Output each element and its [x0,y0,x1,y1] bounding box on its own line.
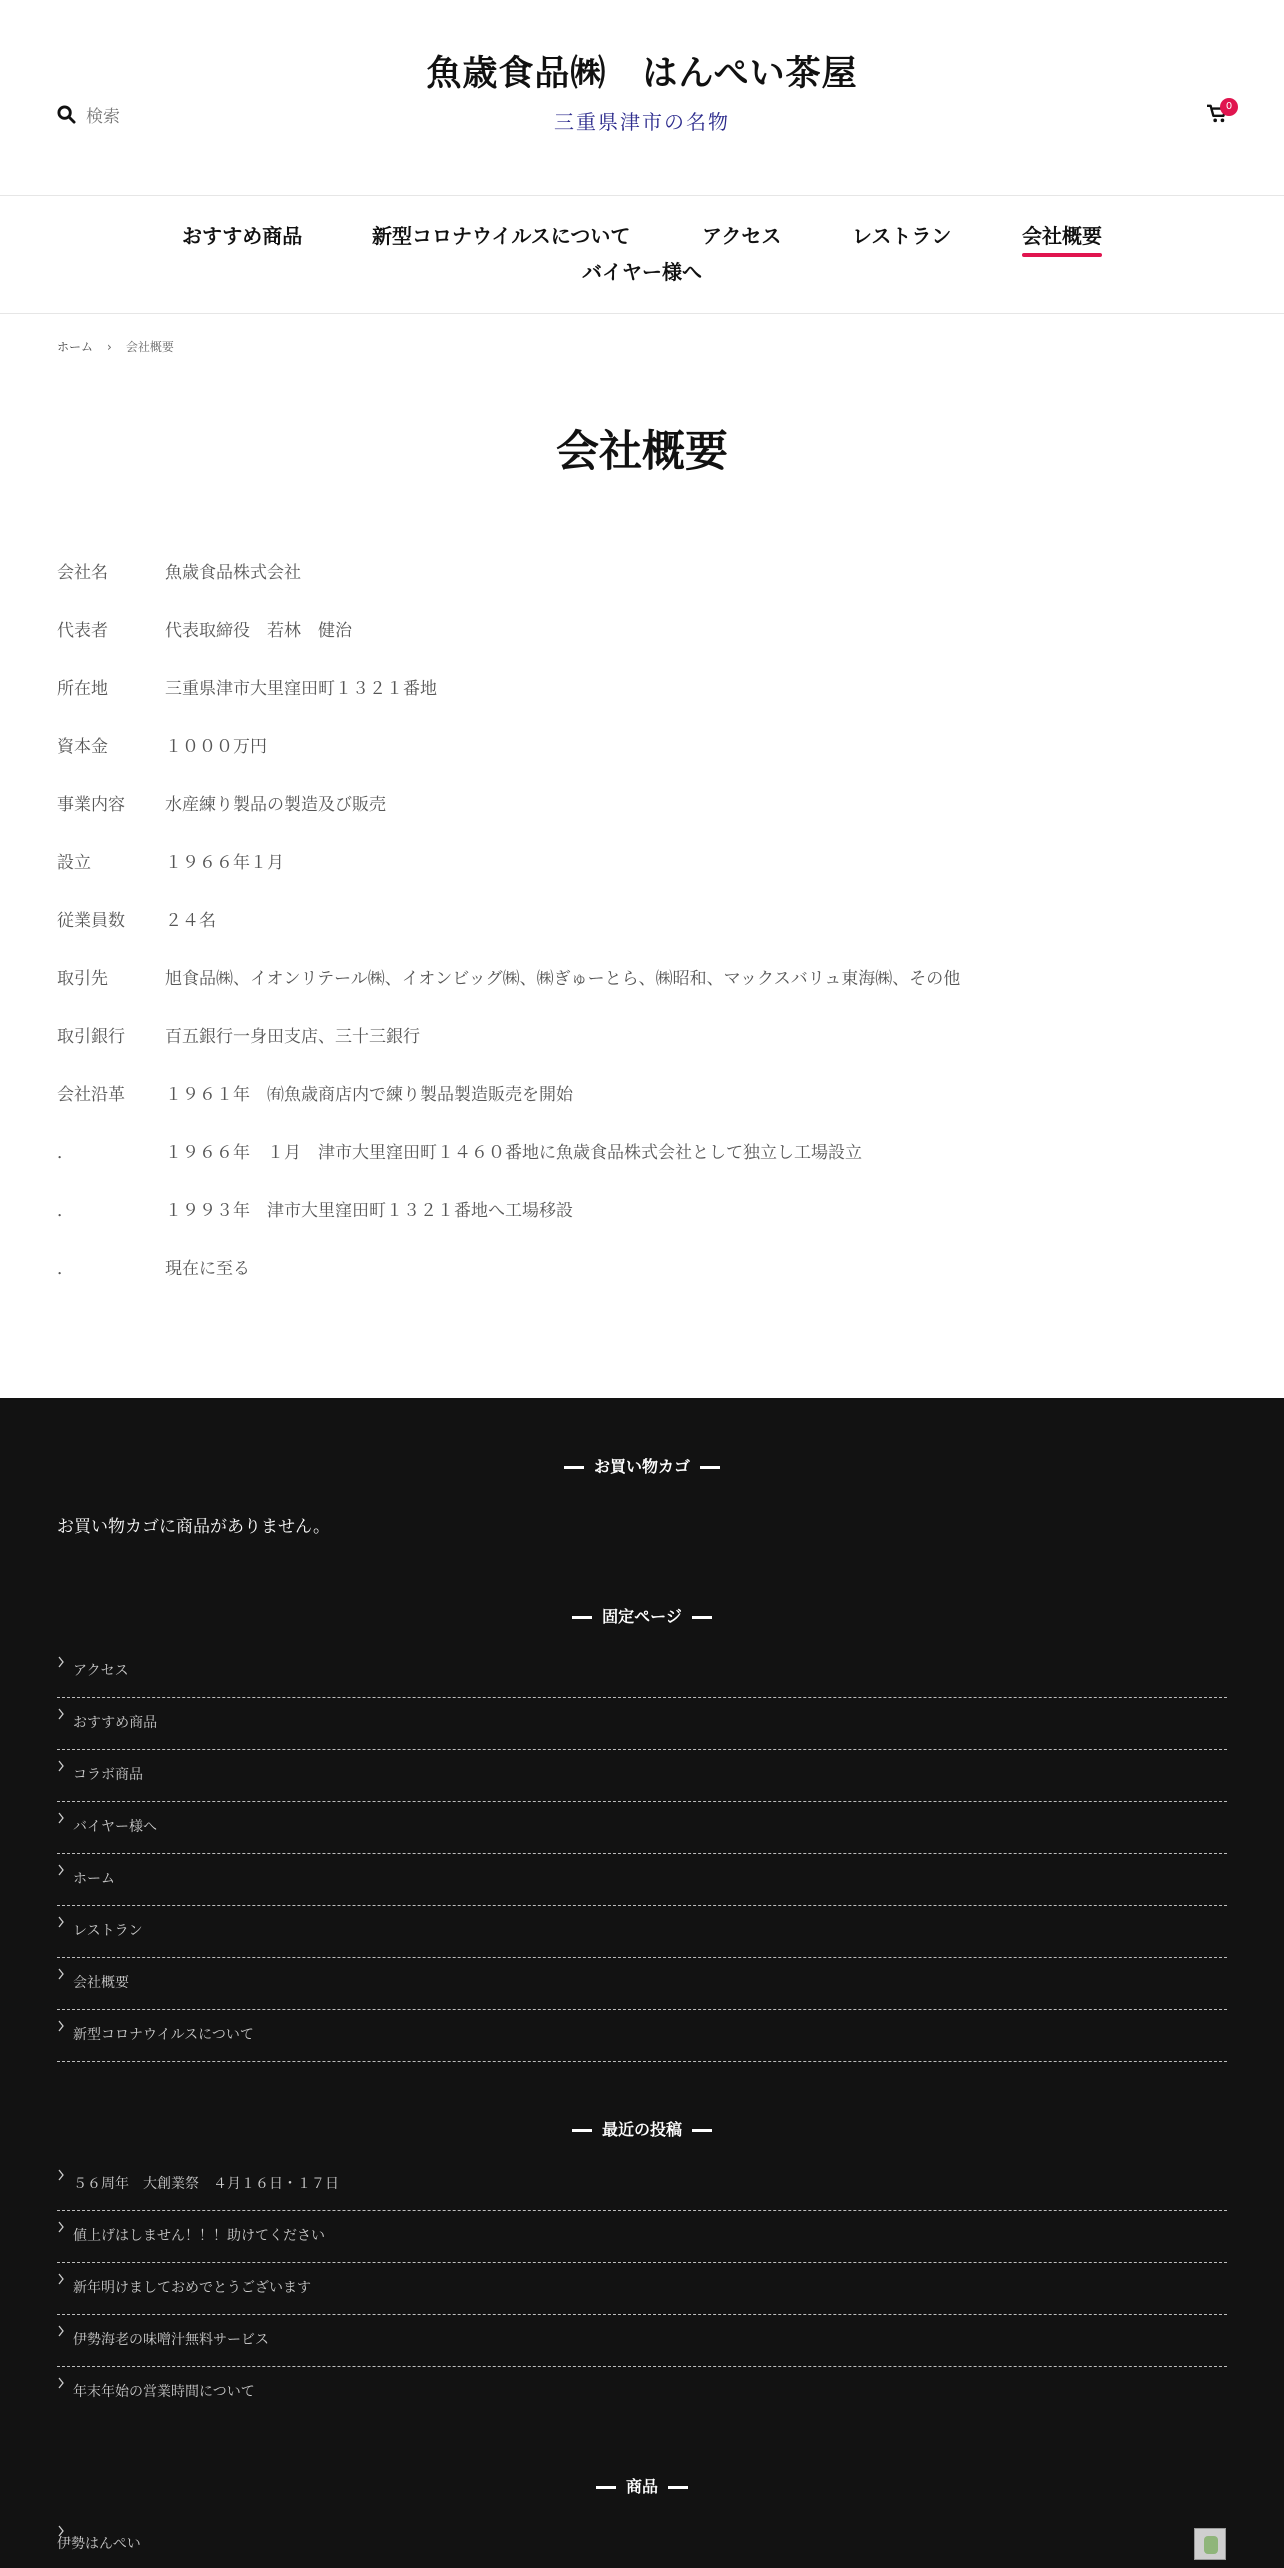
page-link[interactable]: ホーム [73,1871,115,1887]
nav-item-company[interactable]: 会社概要 [1022,220,1102,249]
nav-item-covid[interactable]: 新型コロナウイルスについて [372,224,631,248]
list-item[interactable] [57,1802,1227,1854]
page-link[interactable]: レストラン [73,1923,143,1939]
chevron-right-icon [57,1968,65,1980]
title-bar-decoration [668,2486,688,2489]
list-item[interactable] [57,1854,1227,1906]
post-link[interactable]: ５６周年 大創業祭 ４月１６日・１７日 [73,2176,339,2192]
info-value: 代表取締役 若林 健治 [165,621,352,641]
chevron-right-icon [57,2325,65,2337]
chevron-right-icon [57,1812,65,1824]
cart-widget-title-text: お買い物カゴ [593,1457,690,1476]
title-bar-decoration [596,2486,616,2489]
info-label: ． [57,1259,74,1279]
nav-item-buyers[interactable]: バイヤー様へ [582,260,702,284]
chevron-right-icon [57,1864,65,1876]
chevron-right-icon [57,2377,65,2389]
title-bar-decoration [572,2129,592,2132]
info-value: 三重県津市大里窪田町１３２１番地 [165,679,437,699]
info-label: 事業内容 [57,795,125,815]
chevron-right-icon [57,2221,65,2233]
info-value: 水産練り製品の製造及び販売 [165,795,386,815]
cart-widget-title [0,1454,1284,1477]
page-link[interactable]: おすすめ商品 [73,1715,158,1731]
list-item[interactable] [57,1906,1227,1958]
info-row [57,552,1227,610]
info-row [57,668,1227,726]
list-item[interactable] [57,2211,1227,2263]
list-item[interactable] [57,1958,1227,2010]
chevron-right-icon [57,2525,65,2537]
product-item[interactable] [57,2533,141,2553]
list-item[interactable] [57,1646,1227,1698]
cart-empty-message: お買い物カゴに商品がありません。 [57,1517,331,1537]
site-header [0,0,1284,196]
nav-item-recommended[interactable]: おすすめ商品 [182,224,303,248]
chevron-right-icon [57,2020,65,2032]
breadcrumb [57,338,174,355]
recent-posts-title-text: 最近の投稿 [601,2120,682,2139]
list-item[interactable] [57,2159,1227,2211]
info-label: 会社名 [57,563,108,583]
global-nav [0,196,1284,314]
chevron-right-icon [57,1916,65,1928]
info-label: 資本金 [57,737,108,757]
page-link[interactable]: コラボ商品 [73,1767,143,1783]
info-label: 代表者 [57,621,108,641]
products-title-text: 商品 [625,2477,658,2496]
list-item[interactable] [57,2315,1227,2367]
info-label: 取引銀行 [57,1027,125,1047]
site-tagline: 三重県津市の名物 [554,110,730,134]
info-label: ． [57,1201,74,1221]
site-logo[interactable] [0,46,1284,135]
info-label: 所在地 [57,679,108,699]
info-row [57,726,1227,784]
info-row [57,958,1227,1016]
product-name[interactable]: 伊勢はんぺい [57,2536,141,2552]
title-bar-decoration [692,1616,712,1619]
info-row [57,842,1227,900]
nav-item-restaurant[interactable]: レストラン [852,224,952,248]
page-link[interactable]: バイヤー様へ [73,1819,157,1835]
info-row [57,1190,1227,1248]
list-item[interactable] [57,1698,1227,1750]
info-value: １９６６年１月 [165,853,284,873]
pages-widget-title [0,1604,1284,1627]
chevron-right-icon [57,1708,65,1720]
title-bar-decoration [572,1616,592,1619]
list-item[interactable] [57,2263,1227,2315]
pages-widget-title-text: 固定ページ [602,1607,682,1626]
title-bar-decoration [564,1466,584,1469]
recent-posts-widget-title [0,2117,1284,2140]
list-item[interactable] [57,1750,1227,1802]
info-row [57,900,1227,958]
info-value: １９６１年 ㈲魚歳商店内で練り製品製造販売を開始 [165,1085,573,1105]
info-label: 従業員数 [57,911,125,931]
search-label: 検索 [86,107,120,127]
post-link[interactable]: 新年明けましておめでとうございます [73,2280,311,2296]
info-label: ． [57,1143,74,1163]
page-link[interactable]: 会社概要 [73,1975,129,1991]
info-row [57,1248,1227,1306]
company-info-table [57,552,1227,1306]
info-value: ２４名 [165,911,216,931]
info-value: 魚歳食品株式会社 [165,563,301,583]
info-row [57,1074,1227,1132]
breadcrumb-current: 会社概要 [125,340,174,354]
products-widget-title [0,2474,1284,2497]
breadcrumb-home[interactable]: ホーム [57,340,94,354]
cart-count-badge: 0 [1220,98,1238,116]
info-value: 旭食品㈱、イオンリテール㈱、イオンビッグ㈱、㈱ぎゅーとら、㈱昭和、マックスバリュ東海㈱、その他 [165,969,961,989]
info-label: 会社沿革 [57,1085,125,1105]
chevron-right-icon [57,2273,65,2285]
info-row [57,1016,1227,1074]
pages-list [57,1646,1227,2062]
info-value: １９９３年 津市大里窪田町１３２１番地へ工場移設 [165,1201,573,1221]
chevron-right-icon [57,1760,65,1772]
post-link[interactable]: 伊勢海老の味噌汁無料サービス [73,2332,269,2348]
chevron-right-icon [57,2169,65,2181]
page-link[interactable]: 新型コロナウイルスについて [73,2027,254,2043]
cart-button[interactable] [1206,101,1233,126]
product-thumbnail-image [1204,2536,1218,2554]
post-link[interactable]: 値上げはしません！！！助けてください [73,2228,325,2244]
page-title: 会社概要 [556,427,728,477]
nav-item-access[interactable]: アクセス [702,224,782,248]
post-link[interactable]: 年末年始の営業時間について [73,2384,255,2400]
info-value: 百五銀行一身田支店、三十三銀行 [165,1027,420,1047]
list-item[interactable] [57,2367,1227,2419]
info-value: 現在に至る [165,1259,250,1279]
product-thumbnail[interactable] [1194,2528,1226,2560]
info-row [57,610,1227,668]
info-value: １０００万円 [165,737,267,757]
title-bar-decoration [692,2129,712,2132]
info-row [57,1132,1227,1190]
info-label: 取引先 [57,969,108,989]
info-label: 設立 [57,853,91,873]
chevron-right-icon [57,1656,65,1668]
title-bar-decoration [700,1466,720,1469]
site-title[interactable]: 魚歳食品㈱ はんぺい茶屋 [426,54,858,94]
info-row [57,784,1227,842]
footer-widgets [0,1398,1284,2568]
page-link[interactable]: アクセス [73,1663,129,1679]
chevron-right-icon: › [107,339,112,354]
list-item[interactable] [57,2010,1227,2062]
info-value: １９６６年 １月 津市大里窪田町１４６０番地に魚歳食品株式会社として独立し工場設立 [165,1143,862,1163]
recent-posts-list [57,2159,1227,2419]
